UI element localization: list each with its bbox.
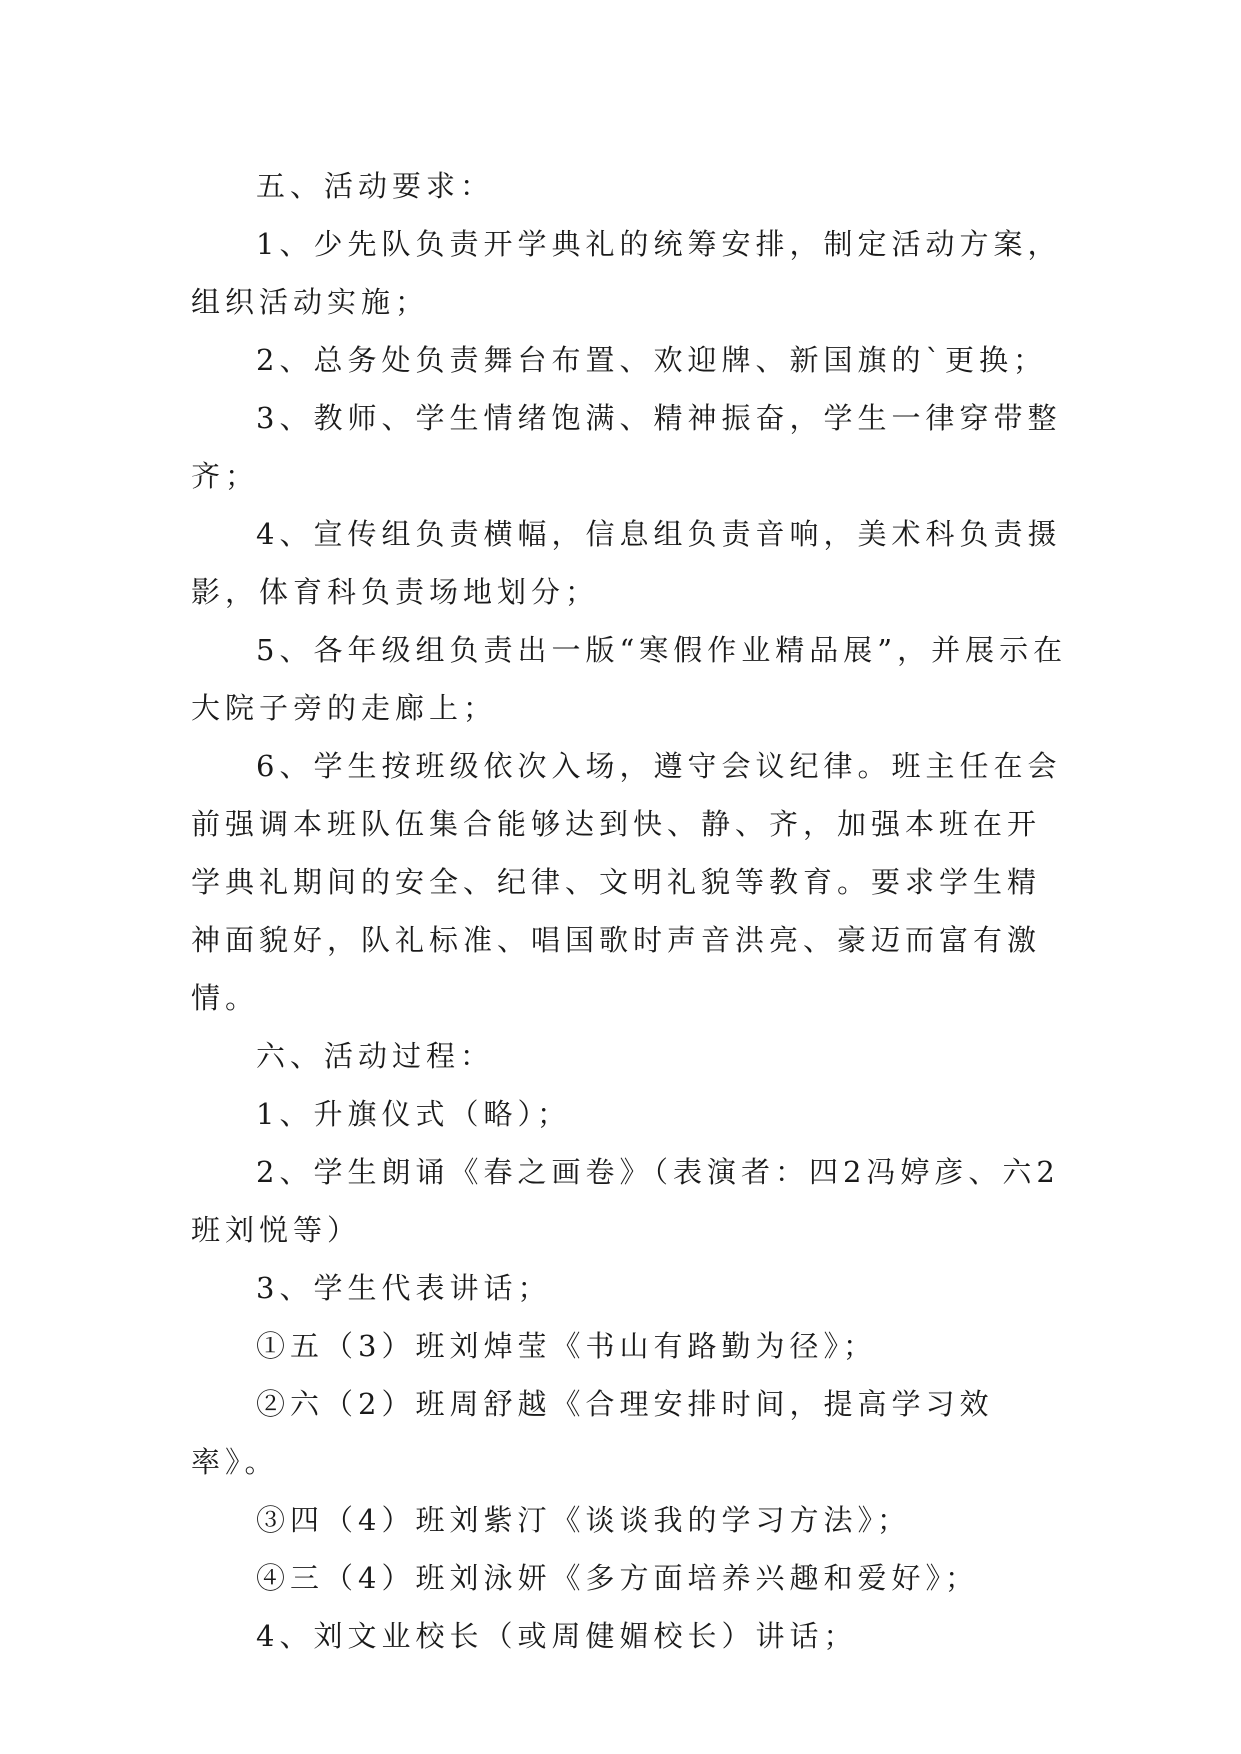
speaker-item-3: ③四（4）班刘紫汀《谈谈我的学习方法》； [256,1503,911,1537]
speaker-item-1: ①五（3）班刘焯莹《书山有路勤为径》； [256,1329,877,1363]
requirement-item-4: 4、宣传组负责横幅，信息组负责音响，美术科负责摄影，体育科负责场地划分； [191,517,1062,609]
document-body [191,157,1071,1665]
section-heading-requirements: 五、活动要求： [256,169,495,203]
speaker-item-4: ④三（4）班刘泳妍《多方面培养兴趣和爱好》； [256,1561,979,1595]
requirement-item-5: 5、各年级组负责出一版“寒假作业精品展”，并展示在大院子旁的走廊上； [191,633,1068,725]
requirement-item-1: 1、少先队负责开学典礼的统筹安排，制定活动方案，组织活动实施； [191,227,1062,319]
requirement-item-2: 2、总务处负责舞台布置、欢迎牌、新国旗的`更换； [256,343,1047,377]
process-item-2: 2、学生朗诵《春之画卷》（表演者：四2冯婷彦、六2班刘悦等） [191,1155,1060,1247]
process-item-1: 1、升旗仪式（略）； [256,1097,571,1131]
section-heading-process: 六、活动过程： [256,1039,495,1073]
speaker-item-2: ②六（2）班周舒越《合理安排时间，提高学习效率》。 [191,1387,994,1479]
process-item-4: 4、刘文业校长（或周健媚校长）讲话； [256,1619,858,1653]
process-item-3: 3、学生代表讲话； [256,1271,552,1305]
requirement-item-3: 3、教师、学生情绪饱满、精神振奋，学生一律穿带整齐； [191,401,1062,493]
requirement-item-6: 6、学生按班级依次入场，遵守会议纪律。班主任在会前强调本班队伍集合能够达到快、静、齐，加强本班在开学典礼期间的安全、纪律、文明礼貌等教育。要求学生精神面貌好，队礼标准、唱国歌时声音洪亮、豪迈而富有激情。 [191,749,1062,1015]
